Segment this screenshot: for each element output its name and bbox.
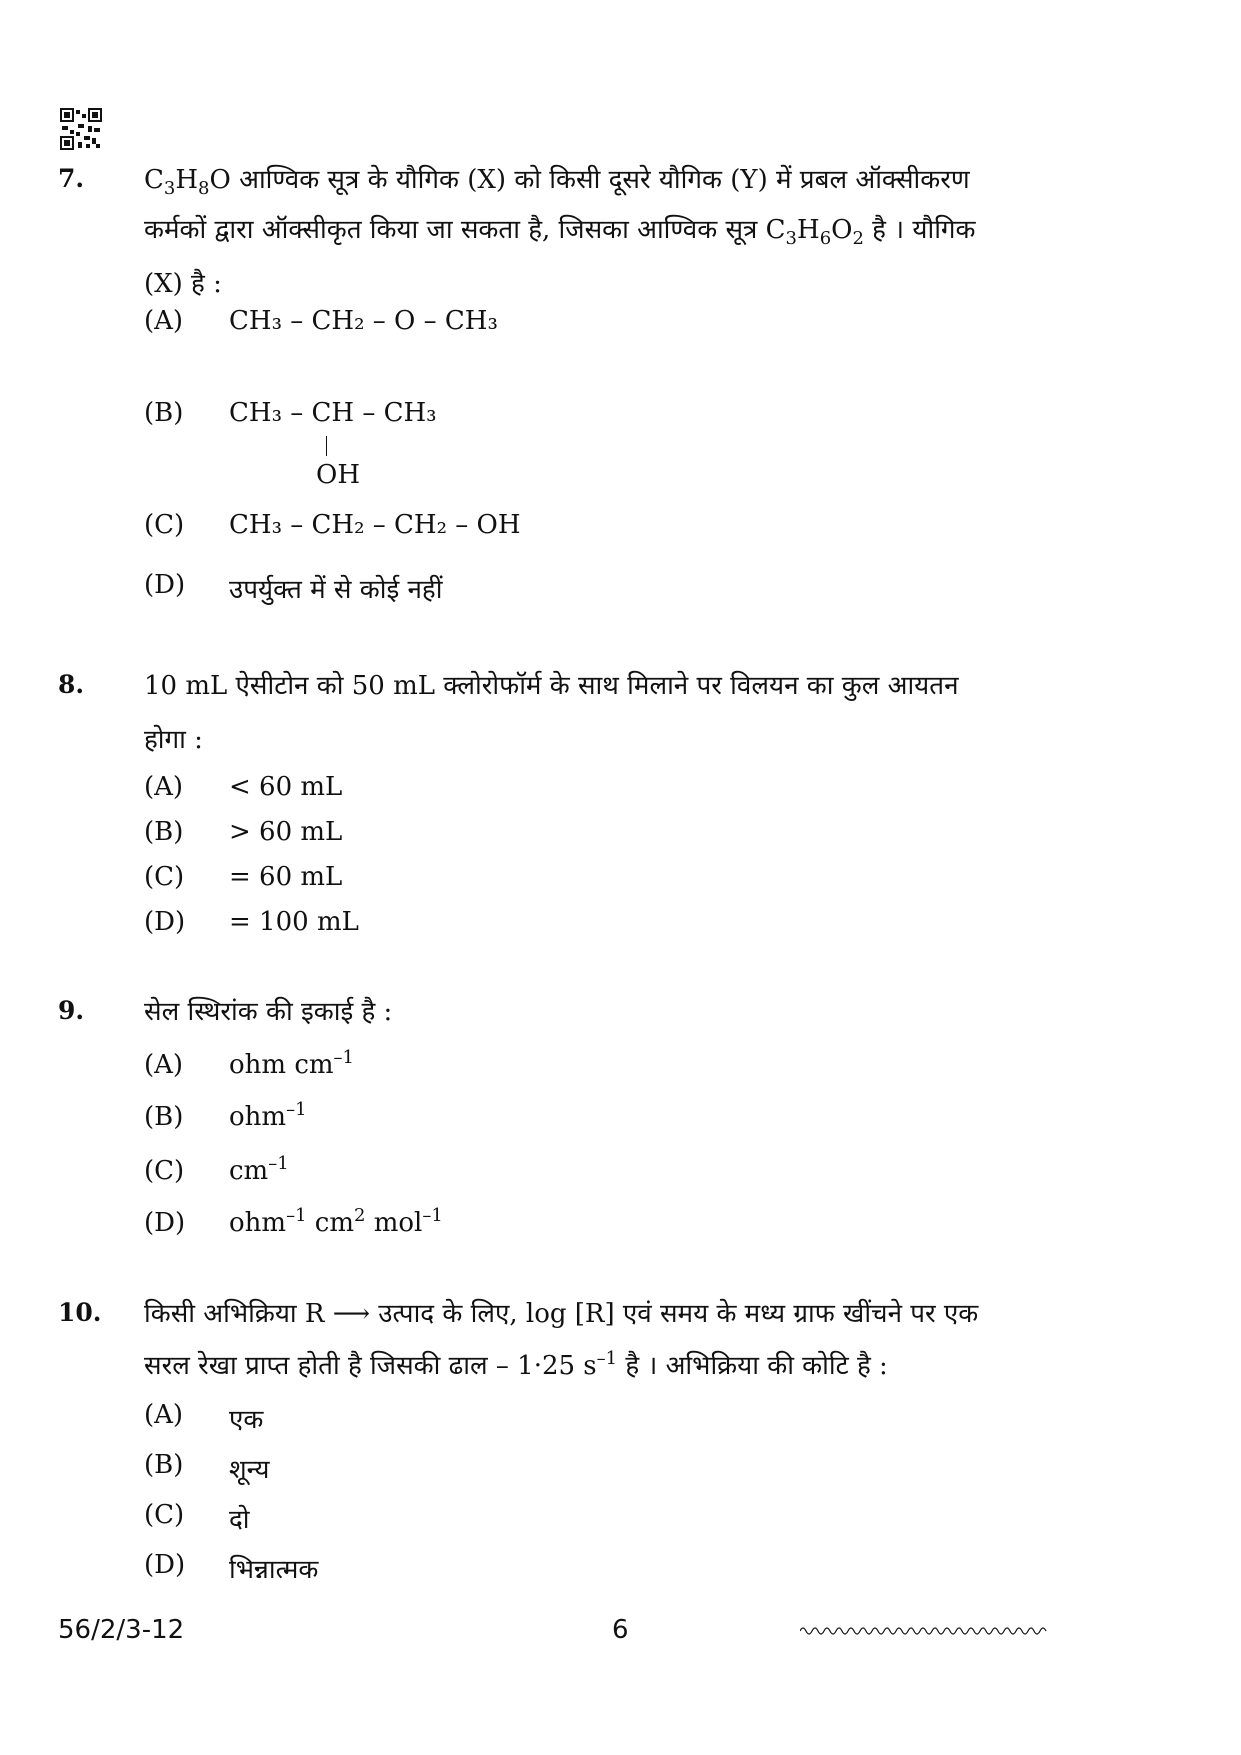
question-8-number: 8.: [58, 670, 85, 699]
question-9-line-1: सेल स्थिरांक की इकाई है :: [144, 997, 393, 1027]
question-10-line-1: किसी अभिक्रिया R ⟶ उत्पाद के लिए, log [R] एवं समय के मध्य ग्राफ खींचने पर एक: [144, 1299, 979, 1329]
wavy-line-decoration: [800, 1624, 1050, 1638]
question-7-line-1: $C_3H_8O$ आण्विक सूत्र के यौगिक (X) को किसी दूसरे यौगिक (Y) में प्रबल ऑक्सीकरण: [144, 165, 970, 199]
qr-code-icon: [60, 108, 102, 150]
question-7-line-3: (X) है :: [144, 269, 222, 299]
hydroxyl-group-label: OH: [316, 460, 360, 490]
exam-page: 7. $C_3H_8O$ आण्विक सूत्र के यौगिक (X) को किसी दूसरे यौगिक (Y) में प्रबल ऑक्सीकरण कर्मकों द्वारा ऑक्सीकृत किया जा सकता है, जिसका आण्विक सूत्र $C_3H_6O_2$ है । यौगिक (X) है : (A) CH₃ – CH₂ – O – CH₃ (B) CH₃ – CH – CH₃ OH (C) CH₃ – CH₂ – CH₂ – OH (D) उपर्युक्त में से कोई नहीं 8. 10 mL ऐसीटोन को 50 mL क्लोरोफॉर्म के साथ मिलाने पर विलयन का कुल आयतन होगा : (A) < 60 mL (B) > 60 mL (C) = 60 mL (D) = 100 mL 9. सेल स्थिरांक की इकाई है : (A) ohm $cm^{-1}$ (B) ohm$^{-1}$ (C) $cm^{-1}$ (D) ohm$^{-1}$ $cm^2$ mol$^{-1}$ 10. किसी अभिक्रिया R ⟶ उत्पाद के लिए, log [R] एवं समय के मध्य ग्राफ खींचने पर एक सरल रेखा प्राप्त होती है जिसकी ढाल – 1·25 $s^{-1}$ है । अभिक्रिया की कोटि है : (A) एक (B) शून्य (C) दो (D) भिन्नात्मक 56/2/3-12 6: [0, 0, 1241, 1755]
page-number: 6: [612, 1615, 629, 1645]
bond-line: [326, 436, 327, 456]
question-8-line-2: होगा :: [144, 725, 203, 755]
question-9-number: 9.: [58, 996, 85, 1025]
question-10-line-2: सरल रेखा प्राप्त होती है जिसकी ढाल – 1·25 $s^{-1}$ है । अभिक्रिया की कोटि है :: [144, 1348, 888, 1381]
question-10-number: 10.: [58, 1298, 102, 1327]
question-7-number: 7.: [58, 164, 85, 193]
question-7-line-2: कर्मकों द्वारा ऑक्सीकृत किया जा सकता है, जिसका आण्विक सूत्र $C_3H_6O_2$ है । यौगिक: [144, 215, 976, 249]
paper-code: 56/2/3-12: [58, 1615, 185, 1645]
question-8-line-1: 10 mL ऐसीटोन को 50 mL क्लोरोफॉर्म के साथ मिलाने पर विलयन का कुल आयतन: [144, 671, 959, 701]
